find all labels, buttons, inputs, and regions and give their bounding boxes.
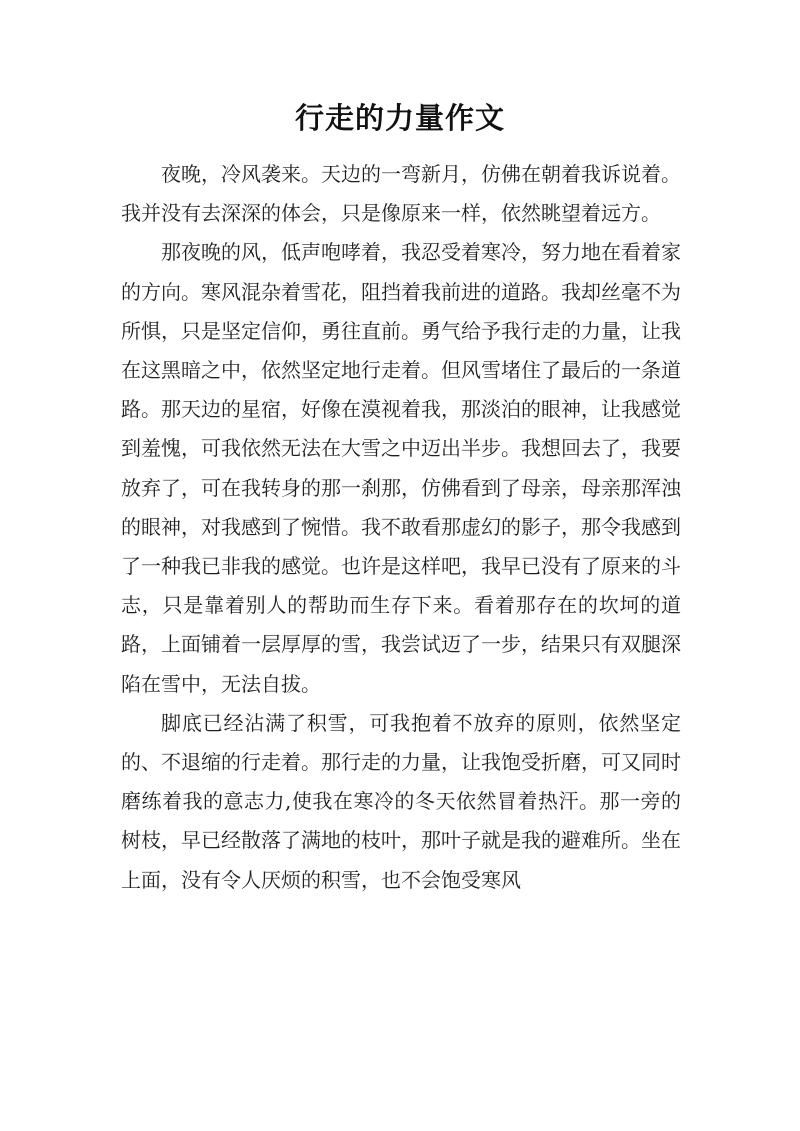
document-body <box>121 155 681 900</box>
paragraph-3: 脚底已经沾满了积雪，可我抱着不放弃的原则，依然坚定的、不退缩的行走着。那行走的力量，让我饱受折磨，可又同时磨练着我的意志力,使我在寒冷的冬天依然冒着热汗。那一旁的树枝，早已经散落了满地的枝叶，那叶子就是我的避难所。坐在上面，没有令人厌烦的积雪，也不会饱受寒风 <box>121 710 681 892</box>
paragraph-1: 夜晚，冷风袭来。天边的一弯新月，仿佛在朝着我诉说着。我并没有去深深的体会，只是像原来一样，依然眺望着远方。 <box>121 162 681 226</box>
document-title: 行走的力量作文 <box>294 101 505 135</box>
paragraph-2: 那夜晚的风，低声咆哮着，我忍受着寒冷，努力地在看着家的方向。寒风混杂着雪花，阻挡着我前进的道路。我却丝毫不为所惧，只是坚定信仰，勇往直前。勇气给予我行走的力量，让我在这黑暗之中，依然坚定地行走着。但风雪堵住了最后的一条道路。那天边的星宿，好像在漠视着我，那淡泊的眼神，让我感觉到羞愧，可我依然无法在大雪之中迈出半步。我想回去了，我要放弃了，可在我转身的那一刹那，仿佛看到了母亲，母亲那浑浊的眼神，对我感到了惋惜。我不敢看那虚幻的影子，那令我感到了一种我已非我的感觉。也许是这样吧，我早已没有了原来的斗志，只是靠着别人的帮助而生存下来。看着那存在的坎坷的道路，上面铺着一层厚厚的雪，我尝试迈了一步，结果只有双腿深陷在雪中，无法自拔。 <box>121 240 681 696</box>
